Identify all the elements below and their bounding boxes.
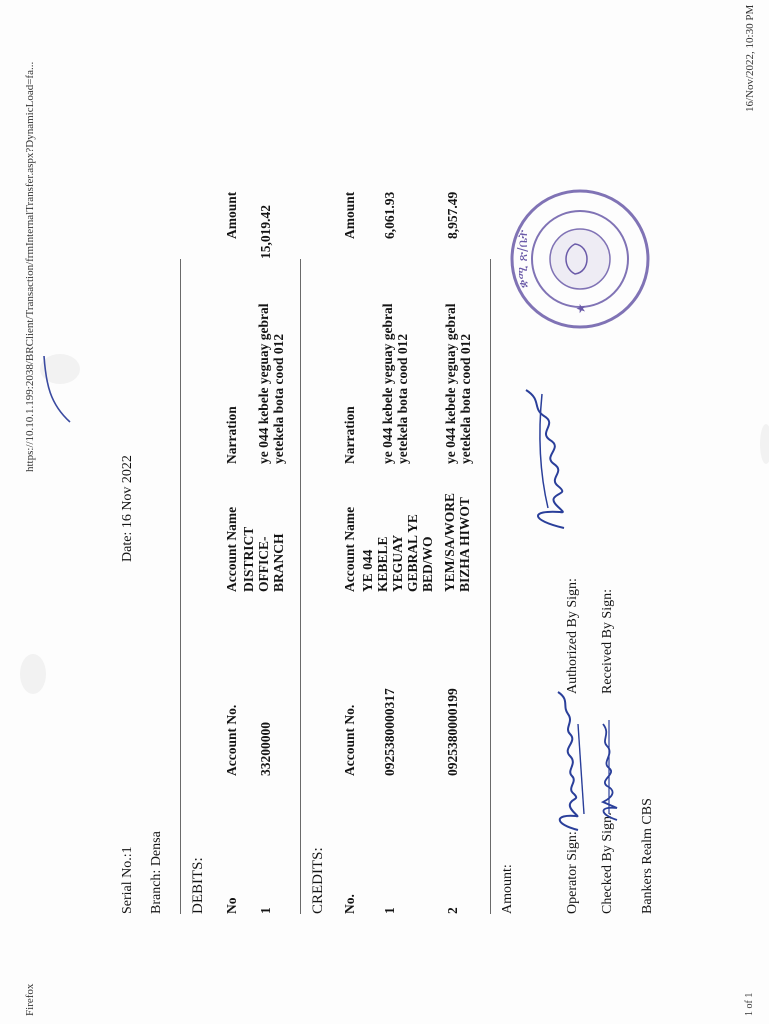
debits-top-rule (180, 259, 181, 914)
credit-no: 1 (382, 907, 397, 914)
credits-bottom-rule (490, 259, 491, 914)
debit-account-no: 33200000 (258, 722, 273, 776)
pen-mark (40, 354, 80, 424)
debits-col-no: No (224, 897, 239, 914)
scan-smudge (20, 654, 46, 694)
debit-narration: ye 044 kebele yeguay gebral yetekela bota cood 012 (256, 303, 286, 464)
credits-top-rule (300, 259, 301, 914)
debits-col-amount: Amount (224, 191, 239, 239)
amount-label: Amount: (500, 864, 515, 914)
print-timestamp: 16/Nov/2022, 10:30 PM (744, 4, 756, 112)
authorized-signature (520, 384, 580, 534)
scan-smudge (760, 424, 769, 464)
credit-amount: 8,957.49 (445, 191, 460, 239)
operator-signature (548, 684, 588, 834)
credits-col-account-no: Account No. (342, 704, 357, 776)
credits-title: CREDITS: (310, 847, 326, 914)
checked-by-signature (595, 714, 625, 824)
debit-no: 1 (258, 907, 273, 914)
debit-amount: 15,019.42 (258, 205, 273, 259)
serial-number: Serial No.:1 (120, 846, 135, 914)
credits-col-no: No. (342, 894, 357, 914)
credit-narration: ye 044 kebele yeguay gebral yetekela bota cood 012 (443, 303, 473, 464)
credit-amount: 6,061.93 (382, 191, 397, 239)
authorized-by-label: Authorized By Sign: (565, 578, 580, 694)
credits-col-narration: Narration (342, 406, 357, 464)
stamp-star: ★ (574, 303, 588, 314)
branch-name: Branch: Densa (149, 831, 164, 914)
debits-col-account-name: Account Name (224, 506, 239, 592)
debit-account-name: DISTRICT OFFICE-BRANCH (241, 526, 286, 592)
credit-account-no: 0925380000317 (382, 688, 397, 776)
operator-sign-label: Operator Sign: (565, 831, 580, 914)
credit-account-name: YEM/SA/WORE BIZHA HIWOT (442, 492, 472, 592)
stamp-text: ቋሚ ጽ/ቤት (516, 229, 531, 289)
credits-col-account-name: Account Name (342, 506, 357, 592)
credits-col-amount: Amount (342, 191, 357, 239)
official-stamp (505, 184, 655, 334)
credit-no: 2 (445, 907, 460, 914)
browser-app-name: Firefox (24, 983, 36, 1016)
debits-col-narration: Narration (224, 406, 239, 464)
debits-title: DEBITS: (190, 857, 206, 914)
credit-narration: ye 044 kebele yeguay gebral yetekela bota cood 012 (380, 303, 410, 464)
credit-account-no: 0925380000199 (445, 688, 460, 776)
document-date: Date: 16 Nov 2022 (120, 455, 135, 562)
debits-col-account-no: Account No. (224, 704, 239, 776)
checked-by-label: Checked By Sign: (600, 812, 615, 914)
bankers-realm-label: Bankers Realm CBS (640, 798, 655, 914)
received-by-label: Received By Sign: (600, 589, 615, 694)
page-counter: 1 of 1 (744, 992, 755, 1016)
credit-account-name: YE 044 KEBELE YEGUAY GEBRAL YE BED/WO (360, 514, 435, 592)
browser-url: https://10.10.1.199:2038/BRClient/Transaction/frmInternalTransfer.aspx?DynamicLoad=fa... (24, 61, 36, 472)
